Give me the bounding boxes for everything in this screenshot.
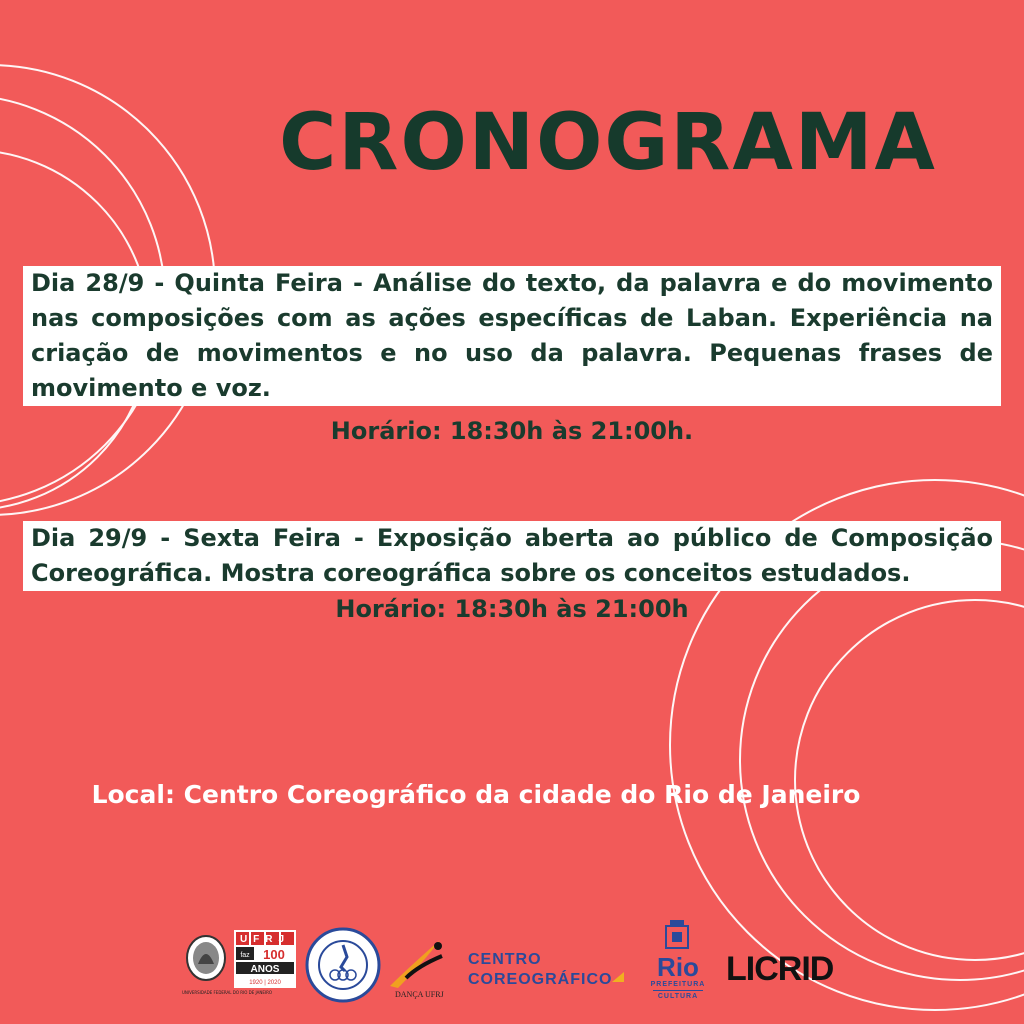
schedule-hours-day1: Horário: 18:30h às 21:00h. (330, 417, 694, 445)
schedule-hours-day2: Horário: 18:30h às 21:00h (335, 595, 689, 623)
centro-logo-triangle-icon (612, 972, 624, 982)
svg-text:100: 100 (263, 947, 285, 962)
centro-coreografico-logo: CENTRO COREOGRÁFICO (468, 951, 613, 988)
svg-text:faz: faz (240, 952, 250, 959)
rio-crest-icon (660, 920, 694, 952)
page-title: CRONOGRAMA (279, 98, 937, 188)
prefeitura-rio-logo: Rio PREFEITURA CULTURA (650, 952, 706, 1000)
ufrj-100-anos-logo (234, 930, 296, 988)
svg-text:1920 | 2020: 1920 | 2020 (249, 980, 281, 986)
schedule-item-day2: Dia 29/9 - Sexta Feira - Exposição aberta ao público de Composição Coreográfica. Mostra coreográfica sobre os conceitos estudados. (23, 521, 1001, 591)
licrid-logo: LICRID (726, 950, 834, 988)
eefd-seal-logo (305, 927, 381, 1003)
ufrj-badge-top: UFRJ (239, 934, 291, 945)
event-location: Local: Centro Coreográfico da cidade do Rio de Janeiro (91, 780, 861, 809)
ufrj-caption: UNIVERSIDADE FEDERAL DO RIO DE JANEIRO (182, 990, 273, 995)
danca-ufrj-label: DANÇA UFRJ (395, 990, 444, 999)
svg-text:ANOS: ANOS (250, 964, 280, 975)
ufrj-emblem-logo (184, 934, 228, 986)
danca-ufrj-logo (388, 938, 450, 990)
schedule-item-day1: Dia 28/9 - Quinta Feira - Análise do texto, da palavra e do movimento nas composições com as ações específicas de Laban. Experiência na criação de movimentos e no uso da palavra. Pequenas frases de movimento e voz. (23, 266, 1001, 406)
